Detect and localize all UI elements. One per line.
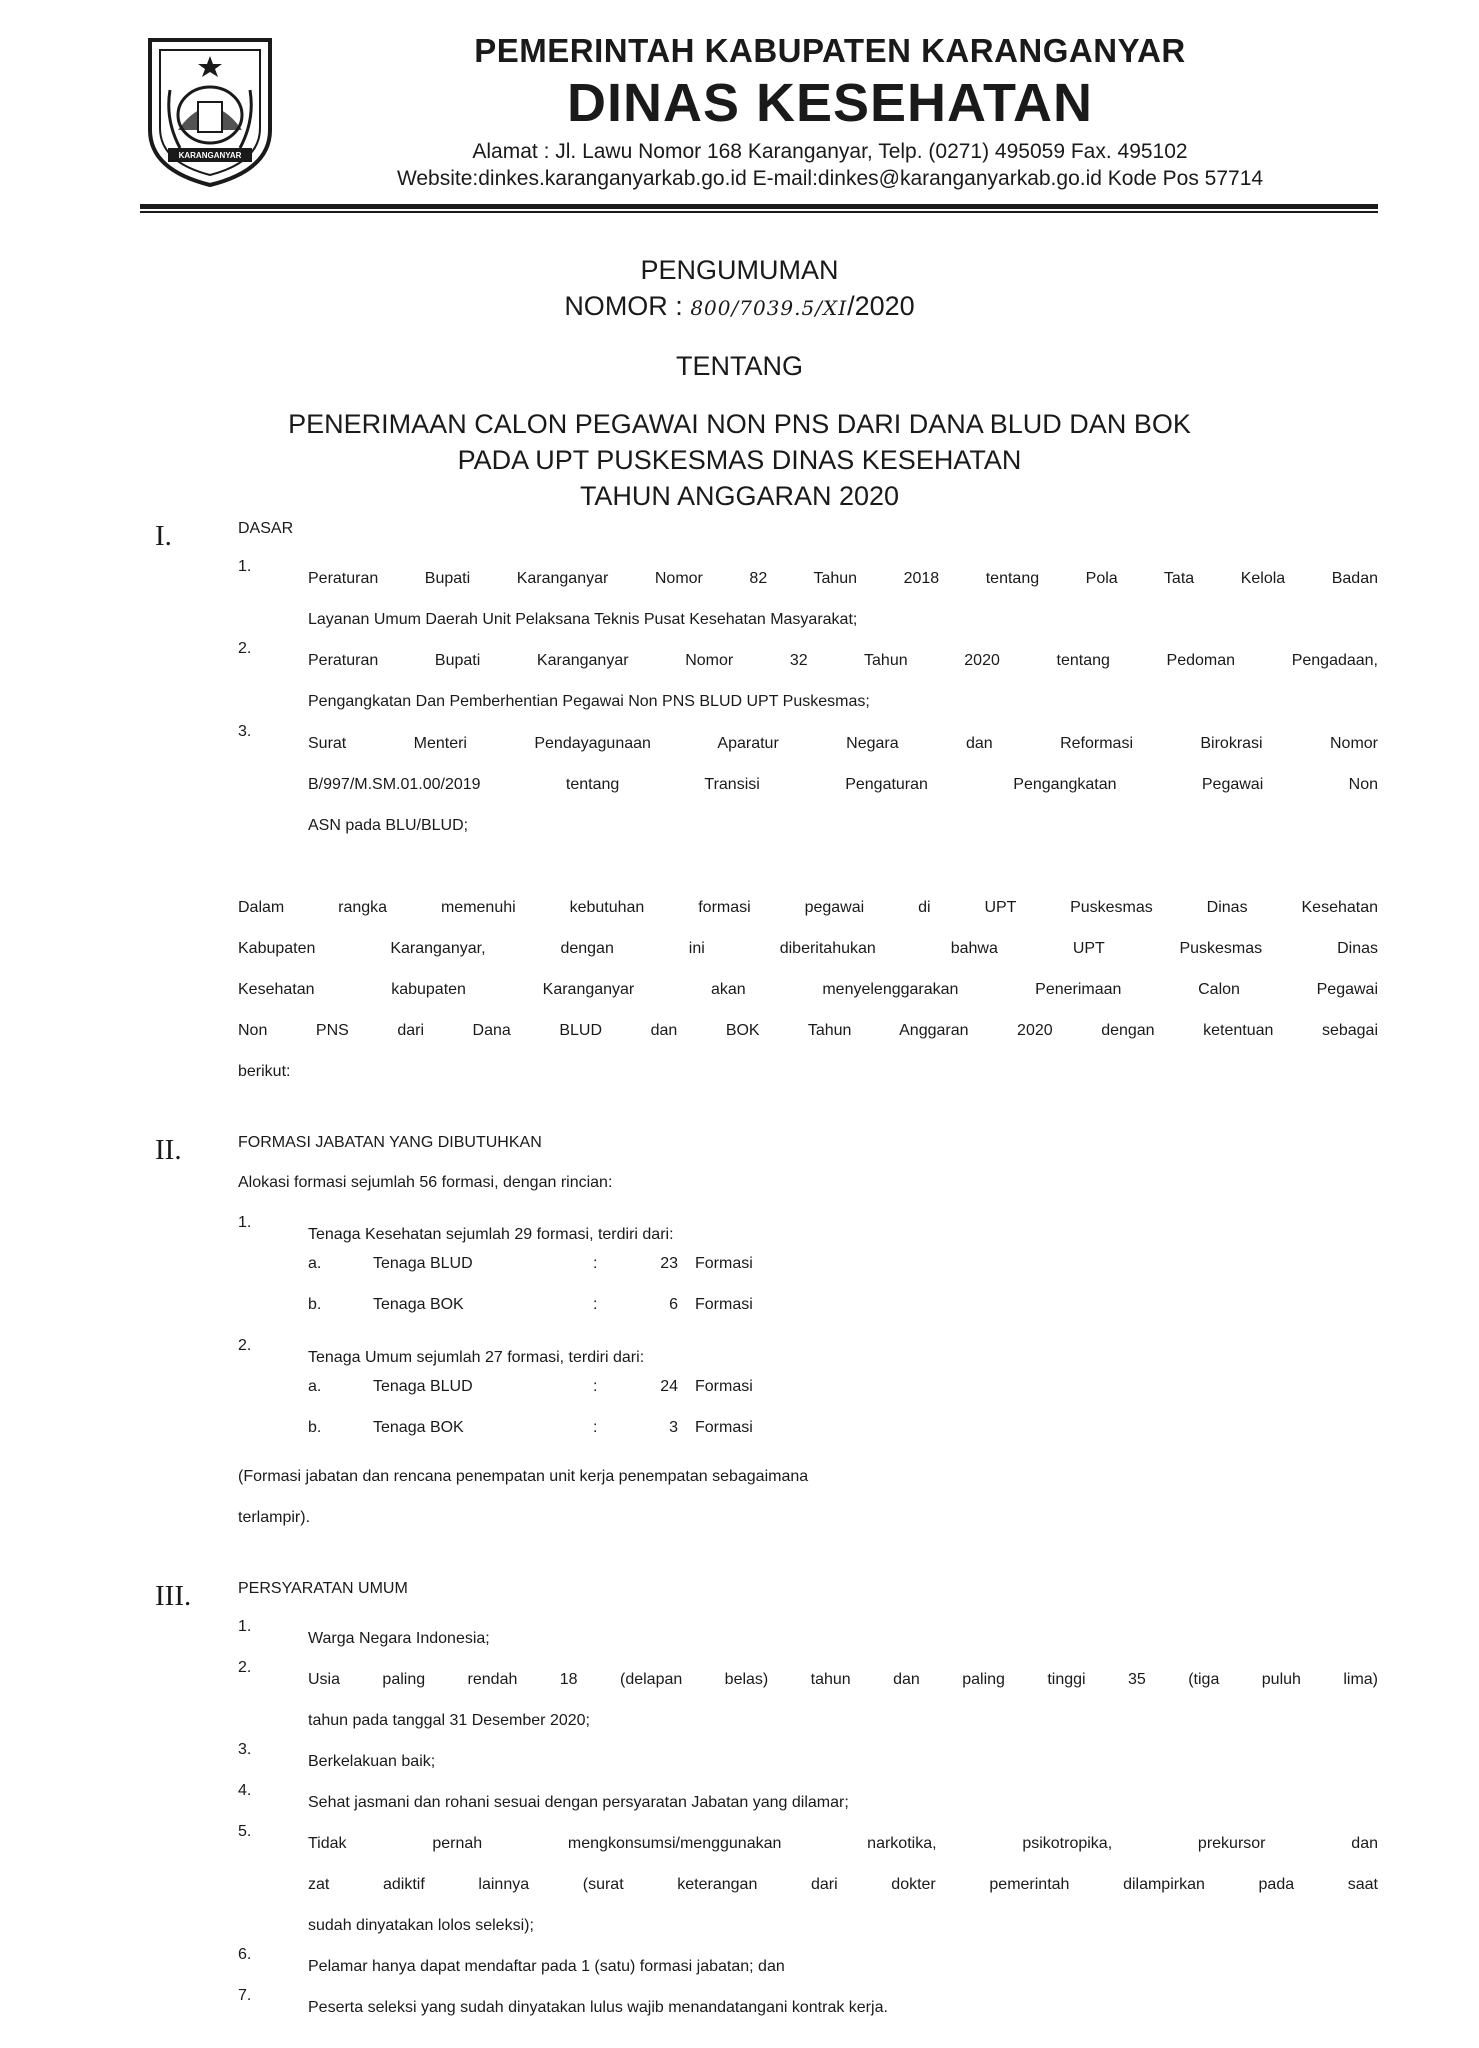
- announcement-title: [0, 252, 1479, 514]
- item-text: [308, 1823, 1378, 1946]
- item-number: 2.: [238, 1659, 252, 1676]
- contact-line: Website:dinkes.karanganyarkab.go.id E-mail:dinkes@karanganyarkab.go.id Kode Pos 57714: [396, 167, 1264, 190]
- item-text: [308, 1618, 1378, 1659]
- announcement-heading: PENGUMUMAN: [640, 255, 839, 285]
- sub-count: 23: [660, 1255, 678, 1272]
- item-line: Surat Menteri Pendayagunaan Aparatur Negara dan Reformasi Birokrasi Nomor: [308, 735, 1378, 752]
- item-line: Pelamar hanya dapat mendaftar pada 1 (satu) formasi jabatan; dan: [308, 1958, 785, 1975]
- karanganyar-emblem-icon: [140, 30, 280, 188]
- sub-name: Tenaga BOK: [373, 1419, 464, 1436]
- sub-colon: :: [593, 1419, 598, 1436]
- sub-unit: Formasi: [695, 1255, 753, 1272]
- sub-name: Tenaga BLUD: [373, 1378, 473, 1395]
- item-text: Tenaga Kesehatan sejumlah 29 formasi, terdiri dari:: [308, 1226, 674, 1243]
- subject-line-2: PADA UPT PUSKESMAS DINAS KESEHATAN: [457, 445, 1022, 475]
- section-title: FORMASI JABATAN YANG DIBUTUHKAN: [238, 1134, 542, 1151]
- note-line: (Formasi jabatan dan rencana penempatan unit kerja penempatan sebagaimana: [238, 1468, 809, 1485]
- section-title: PERSYARATAN UMUM: [238, 1580, 408, 1597]
- item-line: tahun pada tanggal 31 Desember 2020;: [308, 1712, 590, 1729]
- item-number: 5.: [238, 1823, 252, 1840]
- subject-line-1: PENERIMAAN CALON PEGAWAI NON PNS DARI DANA BLUD DAN BOK: [288, 409, 1191, 439]
- item-line: sudah dinyatakan lolos seleksi);: [308, 1917, 534, 1934]
- sub-letter: b.: [308, 1296, 322, 1313]
- section-number: II.: [155, 1134, 182, 1166]
- subject-line-3: TAHUN ANGGARAN 2020: [579, 481, 900, 511]
- nomor-handwritten: 800/7039.5/XI: [690, 296, 848, 320]
- sub-colon: :: [593, 1296, 598, 1313]
- item-number: 3.: [238, 723, 252, 740]
- item-line: B/997/M.SM.01.00/2019 tentang Transisi Pengaturan Pengangkatan Pegawai Non: [308, 776, 1378, 793]
- government-name: PEMERINTAH KABUPATEN KARANGANYAR: [474, 32, 1186, 69]
- section-number: III.: [155, 1580, 192, 1612]
- paragraph-line: Dalam rangka memenuhi kebutuhan formasi pegawai di UPT Puskesmas Dinas Kesehatan: [238, 899, 1378, 916]
- paragraph-line: Non PNS dari Dana BLUD dan BOK Tahun Anggaran 2020 dengan ketentuan sebagai: [238, 1022, 1378, 1039]
- intro-paragraph: [238, 887, 1378, 1092]
- item-line: Peraturan Bupati Karanganyar Nomor 82 Tahun 2018 tentang Pola Tata Kelola Badan: [308, 570, 1378, 587]
- sub-letter: a.: [308, 1255, 322, 1272]
- letterhead: [140, 30, 1350, 210]
- note-line: terlampir).: [238, 1509, 311, 1526]
- sub-name: Tenaga BOK: [373, 1296, 464, 1313]
- item-number: 6.: [238, 1946, 252, 1963]
- sub-name: Tenaga BLUD: [373, 1255, 473, 1272]
- item-text: [308, 1987, 1378, 2028]
- letterhead-rule-thin: [140, 211, 1378, 213]
- sub-count: 6: [669, 1296, 678, 1313]
- item-line: zat adiktif lainnya (surat keterangan dari dokter pemerintah dilampirkan pada saat: [308, 1876, 1378, 1893]
- item-line: Warga Negara Indonesia;: [308, 1630, 490, 1647]
- item-text: [308, 723, 1378, 846]
- section-intro: Alokasi formasi sejumlah 56 formasi, dengan rincian:: [238, 1174, 613, 1191]
- sub-count: 24: [660, 1378, 678, 1395]
- section-number: I.: [155, 520, 172, 552]
- nomor-label: NOMOR :: [564, 291, 683, 321]
- paragraph-line: berikut:: [238, 1063, 291, 1080]
- item-number: 7.: [238, 1987, 252, 2004]
- sub-letter: a.: [308, 1378, 322, 1395]
- item-number: 1.: [238, 558, 252, 575]
- item-text: [308, 1741, 1378, 1782]
- address-line: Alamat : Jl. Lawu Nomor 168 Karanganyar, Telp. (0271) 495059 Fax. 495102: [472, 140, 1188, 163]
- item-text: [308, 558, 1378, 640]
- item-line: ASN pada BLU/BLUD;: [308, 817, 469, 834]
- sub-letter: b.: [308, 1419, 322, 1436]
- letterhead-rule-thick: [140, 204, 1378, 209]
- section-title: DASAR: [238, 520, 294, 537]
- item-text: [308, 1782, 1378, 1823]
- item-line: Peraturan Bupati Karanganyar Nomor 32 Tahun 2020 tentang Pedoman Pengadaan,: [308, 652, 1378, 669]
- item-number: 2.: [238, 1337, 252, 1354]
- item-line: Pengangkatan Dan Pemberhentian Pegawai Non PNS BLUD UPT Puskesmas;: [308, 693, 870, 710]
- item-line: Tidak pernah mengkonsumsi/menggunakan narkotika, psikotropika, prekursor dan: [308, 1835, 1378, 1852]
- sub-colon: :: [593, 1255, 598, 1272]
- paragraph-line: Kesehatan kabupaten Karanganyar akan menyelenggarakan Penerimaan Calon Pegawai: [238, 981, 1378, 998]
- announcement-number: [0, 288, 1479, 324]
- item-number: 3.: [238, 1741, 252, 1758]
- sub-unit: Formasi: [695, 1296, 753, 1313]
- item-number: 2.: [238, 640, 252, 657]
- item-line: Layanan Umum Daerah Unit Pelaksana Teknis Pusat Kesehatan Masyarakat;: [308, 611, 858, 628]
- item-text: Tenaga Umum sejumlah 27 formasi, terdiri dari:: [308, 1349, 645, 1366]
- item-number: 1.: [238, 1618, 252, 1635]
- letterhead-text: [290, 30, 1370, 193]
- emblem-caption: KARANGANYAR: [178, 151, 242, 160]
- item-number: 4.: [238, 1782, 252, 1799]
- sub-unit: Formasi: [695, 1419, 753, 1436]
- item-line: Berkelakuan baik;: [308, 1753, 436, 1770]
- department-name: DINAS KESEHATAN: [566, 73, 1094, 133]
- item-text: [308, 640, 1378, 722]
- formasi-note: [238, 1456, 1378, 1538]
- sub-count: 3: [669, 1419, 678, 1436]
- item-line: Peserta seleksi yang sudah dinyatakan lulus wajib menandatangani kontrak kerja.: [308, 1999, 888, 2016]
- paragraph-line: Kabupaten Karanganyar, dengan ini diberitahukan bahwa UPT Puskesmas Dinas: [238, 940, 1378, 957]
- item-text: [308, 1659, 1378, 1741]
- sub-colon: :: [593, 1378, 598, 1395]
- item-text: [308, 1946, 1378, 1987]
- item-line: Sehat jasmani dan rohani sesuai dengan persyaratan Jabatan yang dilamar;: [308, 1794, 849, 1811]
- sub-unit: Formasi: [695, 1378, 753, 1395]
- nomor-suffix: /2020: [847, 291, 915, 321]
- item-number: 1.: [238, 1214, 252, 1231]
- about-heading: TENTANG: [676, 351, 803, 381]
- item-line: Usia paling rendah 18 (delapan belas) tahun dan paling tinggi 35 (tiga puluh lima): [308, 1671, 1378, 1688]
